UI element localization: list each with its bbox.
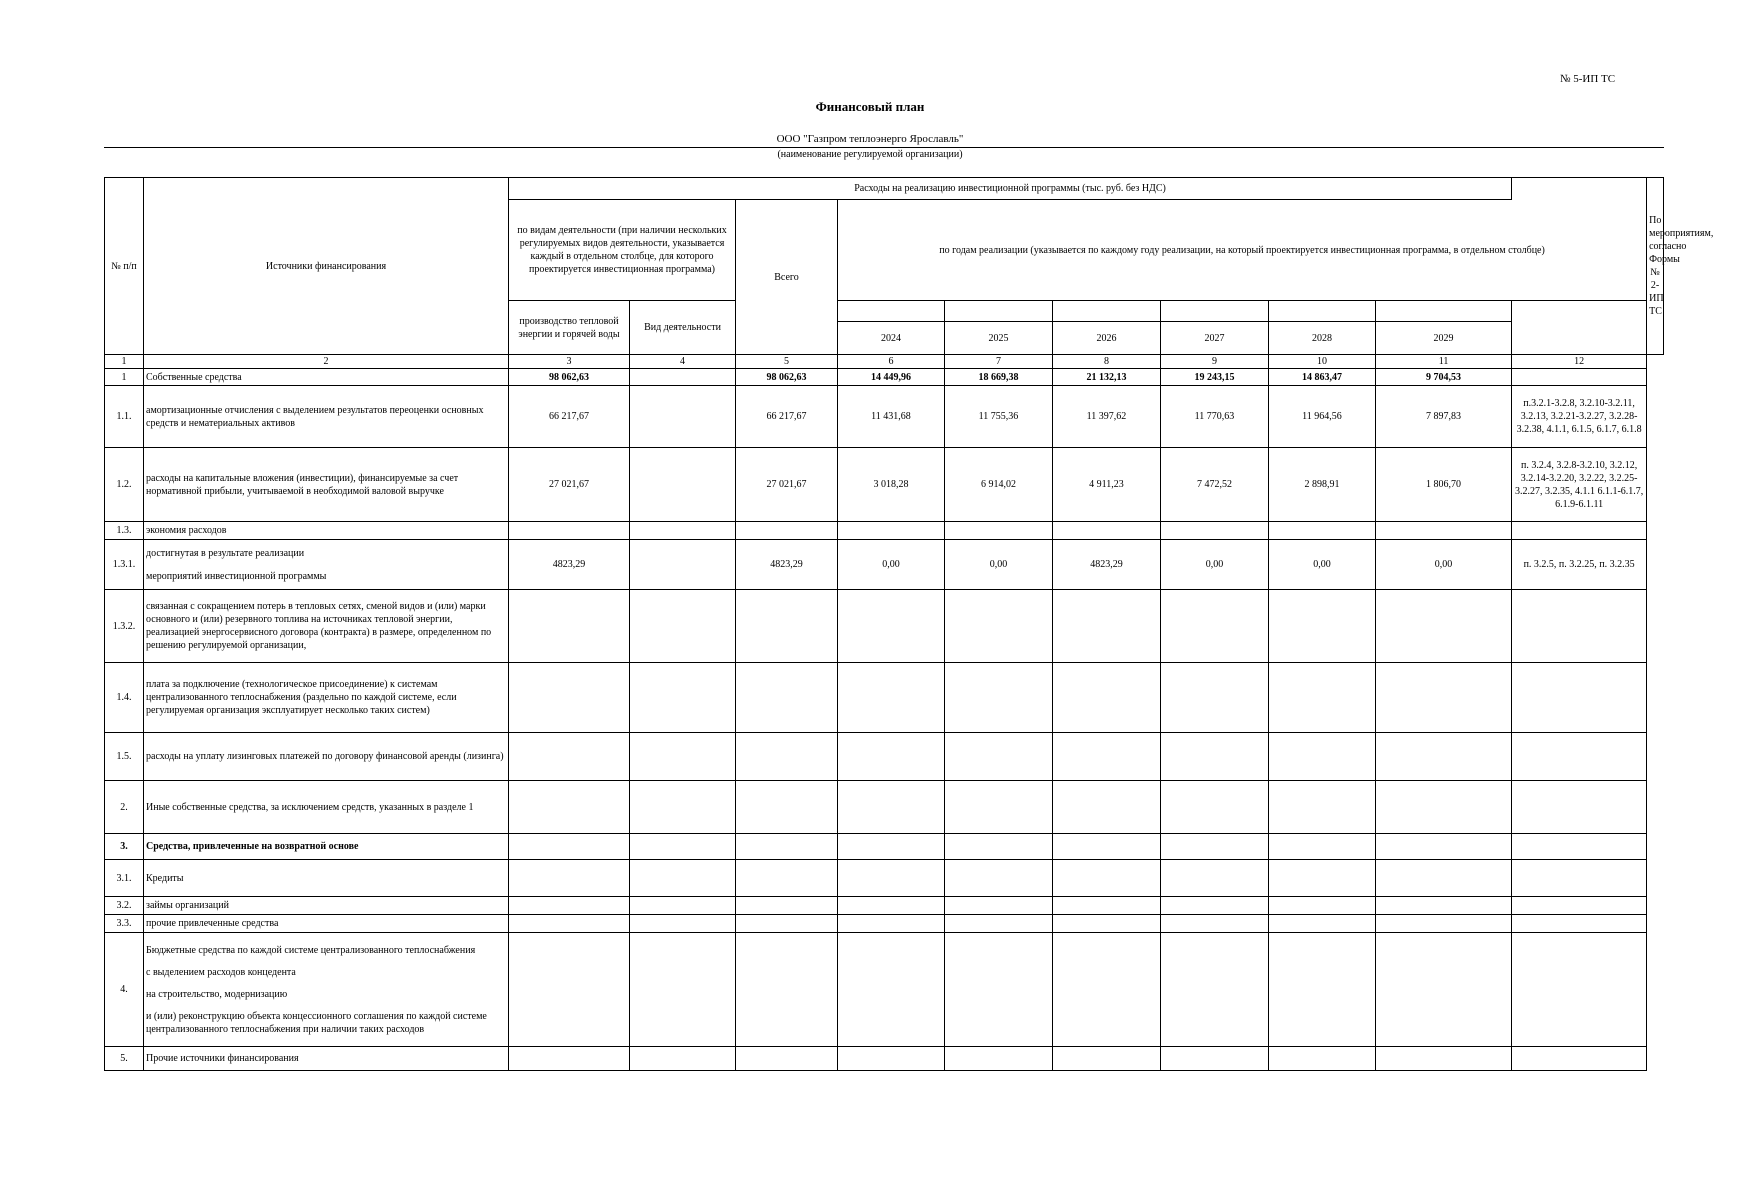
- table-row: [105, 733, 1664, 781]
- cell-year-2028: [1269, 590, 1376, 663]
- cell-year-2027: [1161, 590, 1269, 663]
- row-source-line: с выделением расходов концедента: [146, 966, 296, 978]
- row-number: 3.1.: [105, 860, 144, 897]
- col-number: 3: [509, 355, 630, 369]
- row-source-name: займы организаций: [144, 897, 509, 915]
- cell-year-2027: [1161, 933, 1269, 1047]
- organization-name: ООО "Газпром теплоэнерго Ярославль": [776, 133, 964, 145]
- col-number: 5: [736, 355, 838, 369]
- col-number: 7: [945, 355, 1053, 369]
- cell-year-2028: [1269, 522, 1376, 540]
- header-year-2027: 2027: [1161, 322, 1269, 355]
- cell-heat: 27 021,67: [509, 448, 630, 522]
- cell-year-2029: [1376, 733, 1512, 781]
- cell-year-2029: 1 806,70: [1376, 448, 1512, 522]
- cell-year-2029: [1376, 933, 1512, 1047]
- cell-activityear-: [630, 897, 736, 915]
- row-source-line: и (или) реконструкцию объекта концессионного соглашения по каждой системе централизованного теплоснабжения при наличии таких расходов: [146, 1010, 487, 1035]
- cell-year-2026: [1053, 1047, 1161, 1071]
- cell-measures: [1512, 369, 1647, 386]
- cell-total: 66 217,67: [736, 386, 838, 448]
- cell-year-2027: [1161, 834, 1269, 860]
- cell-year-2029: [1376, 663, 1512, 733]
- cell-year-2025: [945, 860, 1053, 897]
- cell-year-2027: [1161, 1047, 1269, 1071]
- table-row: [105, 590, 1664, 663]
- table-row: [105, 897, 1664, 915]
- cell-total: [736, 733, 838, 781]
- row-number: 3.3.: [105, 915, 144, 933]
- cell-year-2028: [1269, 781, 1376, 834]
- row-source-name: Собственные средства: [144, 369, 509, 386]
- cell-year-2027: [1161, 733, 1269, 781]
- cell-measures: [1512, 522, 1647, 540]
- cell-year-2025: 11 755,36: [945, 386, 1053, 448]
- row-source-name: прочие привлеченные средства: [144, 915, 509, 933]
- cell-year-2029: 7 897,83: [1376, 386, 1512, 448]
- cell-year-2025: [945, 733, 1053, 781]
- cell-heat: 4823,29: [509, 540, 630, 590]
- header-total: Всего: [736, 200, 838, 355]
- cell-year-2027: 11 770,63: [1161, 386, 1269, 448]
- cell-year-2029: [1376, 897, 1512, 915]
- cell-year-2029: [1376, 1047, 1512, 1071]
- organization-caption: (наименование регулируемой организации): [777, 149, 963, 160]
- cell-year-2024: [838, 522, 945, 540]
- financial-plan-table: [104, 177, 1714, 1071]
- row-number: 1.4.: [105, 663, 144, 733]
- cell-total: [736, 663, 838, 733]
- cell-activityear-: [630, 590, 736, 663]
- cell-year-2025: [945, 781, 1053, 834]
- table-row: [105, 781, 1664, 834]
- cell-activityear-: [630, 448, 736, 522]
- header-year-gap: [838, 301, 945, 322]
- table-row: [105, 522, 1664, 540]
- header-spacer: [1512, 178, 1647, 200]
- row-source-line: на строительство, модернизацию: [146, 988, 288, 1000]
- header-by-measures: По мероприятиям, согласно Формы № 2-ИП ТС: [1647, 178, 1664, 355]
- cell-year-2024: [838, 663, 945, 733]
- header-activity-type: Вид деятельности: [630, 301, 736, 355]
- page-title: Финансовый план: [815, 99, 925, 114]
- col-number: 6: [838, 355, 945, 369]
- cell-measures: [1512, 590, 1647, 663]
- row-number: 4.: [105, 933, 144, 1047]
- cell-year-2024: [838, 781, 945, 834]
- cell-year-2028: [1269, 834, 1376, 860]
- cell-measures: [1512, 834, 1647, 860]
- cell-year-2027: [1161, 897, 1269, 915]
- row-source-line: мероприятий инвестиционной программы: [146, 570, 327, 582]
- cell-year-2025: [945, 897, 1053, 915]
- cell-activityear-: [630, 540, 736, 590]
- row-source-name: экономия расходов: [144, 522, 509, 540]
- row-number: 2.: [105, 781, 144, 834]
- col-number: 10: [1269, 355, 1376, 369]
- row-source-name: Иные собственные средства, за исключением средств, указанных в разделе 1: [144, 781, 509, 834]
- cell-year-2025: [945, 1047, 1053, 1071]
- row-source-name: расходы на уплату лизинговых платежей по договору финансовой аренды (лизинга): [144, 733, 509, 781]
- cell-year-2025: [945, 933, 1053, 1047]
- cell-activityear-: [630, 915, 736, 933]
- cell-heat: 98 062,63: [509, 369, 630, 386]
- cell-year-2024: [838, 834, 945, 860]
- cell-year-2024: [838, 915, 945, 933]
- cell-year-2025: [945, 522, 1053, 540]
- cell-year-2025: [945, 663, 1053, 733]
- cell-year-2028: [1269, 933, 1376, 1047]
- cell-year-2026: 21 132,13: [1053, 369, 1161, 386]
- cell-heat: [509, 733, 630, 781]
- cell-year-2024: [838, 897, 945, 915]
- table-row: [105, 933, 1664, 1047]
- row-source-name: Прочие источники финансирования: [144, 1047, 509, 1071]
- cell-measures: [1512, 933, 1647, 1047]
- cell-heat: [509, 781, 630, 834]
- cell-total: [736, 1047, 838, 1071]
- cell-year-2024: [838, 590, 945, 663]
- row-number: 1.5.: [105, 733, 144, 781]
- cell-total: [736, 897, 838, 915]
- cell-year-2026: [1053, 590, 1161, 663]
- row-source-name: связанная с сокращением потерь в тепловых сетях, сменой видов и (или) марки основного и (или) резервного топлива на источниках тепловой энергии, реализацией энергосервисного договора (контракта) в размере, определенном по решению регулируемой организации,: [144, 590, 509, 663]
- cell-year-2026: [1053, 834, 1161, 860]
- cell-year-2027: [1161, 522, 1269, 540]
- cell-year-2028: 11 964,56: [1269, 386, 1376, 448]
- cell-activityear-: [630, 733, 736, 781]
- row-source-line: достигнутая в результате реализации: [146, 547, 305, 559]
- table-row: [105, 834, 1664, 860]
- header-expenses: Расходы на реализацию инвестиционной программы (тыс. руб. без НДС): [509, 178, 1512, 200]
- cell-year-2027: [1161, 860, 1269, 897]
- header-year-2025: 2025: [945, 322, 1053, 355]
- header-year-gap: [1053, 301, 1161, 322]
- cell-year-2024: [838, 1047, 945, 1071]
- form-number: № 5-ИП ТС: [1560, 73, 1616, 85]
- header-year-2026: 2026: [1053, 322, 1161, 355]
- table-row: [105, 369, 1664, 386]
- cell-heat: [509, 834, 630, 860]
- cell-year-2026: 11 397,62: [1053, 386, 1161, 448]
- header-year-gap: [1161, 301, 1269, 322]
- cell-total: 98 062,63: [736, 369, 838, 386]
- table-row: [105, 915, 1664, 933]
- col-number: 9: [1161, 355, 1269, 369]
- cell-total: [736, 522, 838, 540]
- header-year-2028: 2028: [1269, 322, 1376, 355]
- row-number: 1.3.: [105, 522, 144, 540]
- header-source: Источники финансирования: [144, 178, 509, 355]
- cell-year-2026: [1053, 733, 1161, 781]
- cell-year-2028: [1269, 1047, 1376, 1071]
- cell-year-2028: 2 898,91: [1269, 448, 1376, 522]
- cell-heat: [509, 860, 630, 897]
- cell-measures: [1512, 915, 1647, 933]
- col-number: 8: [1053, 355, 1161, 369]
- row-source-name: расходы на капитальные вложения (инвестиции), финансируемые за счет нормативной прибыли, учитываемой в необходимой валовой выручке: [144, 448, 509, 522]
- cell-total: [736, 834, 838, 860]
- cell-year-2027: [1161, 781, 1269, 834]
- cell-year-2028: [1269, 915, 1376, 933]
- cell-year-2024: 11 431,68: [838, 386, 945, 448]
- header-year-gap: [1376, 301, 1512, 322]
- cell-heat: [509, 590, 630, 663]
- header-year-2024: 2024: [838, 322, 945, 355]
- cell-total: 27 021,67: [736, 448, 838, 522]
- row-number: 1.3.1.: [105, 540, 144, 590]
- row-number: 1.1.: [105, 386, 144, 448]
- cell-year-2029: [1376, 860, 1512, 897]
- cell-year-2026: [1053, 781, 1161, 834]
- cell-year-2025: 0,00: [945, 540, 1053, 590]
- col-number: 2: [144, 355, 509, 369]
- header-year-2029: 2029: [1376, 322, 1512, 355]
- organization-underline: [104, 147, 1664, 148]
- cell-heat: [509, 522, 630, 540]
- cell-year-2027: [1161, 663, 1269, 733]
- cell-year-2025: 18 669,38: [945, 369, 1053, 386]
- cell-year-2024: 3 018,28: [838, 448, 945, 522]
- header-by-activity: по видам деятельности (при наличии нескольких регулируемых видов деятельности, указывается каждый в отдельном столбце, для которого проектируется инвестиционная программа): [509, 200, 736, 301]
- row-number: 1.2.: [105, 448, 144, 522]
- table-row: [105, 540, 1664, 590]
- cell-heat: [509, 897, 630, 915]
- cell-year-2026: 4823,29: [1053, 540, 1161, 590]
- cell-measures: [1512, 897, 1647, 915]
- cell-total: [736, 781, 838, 834]
- cell-measures: п. 3.2.5, п. 3.2.25, п. 3.2.35: [1512, 540, 1647, 590]
- cell-year-2029: 9 704,53: [1376, 369, 1512, 386]
- cell-year-2024: 14 449,96: [838, 369, 945, 386]
- row-source-name: [144, 540, 509, 590]
- cell-total: [736, 860, 838, 897]
- row-number: 3.2.: [105, 897, 144, 915]
- table-row: [105, 448, 1664, 522]
- cell-year-2028: [1269, 663, 1376, 733]
- cell-year-2026: [1053, 933, 1161, 1047]
- row-source-name: плата за подключение (технологическое присоединение) к системам централизованного теплоснабжения (раздельно по каждой системе, если регулируемая организация эксплуатирует несколько таких систем): [144, 663, 509, 733]
- cell-activityear-: [630, 1047, 736, 1071]
- cell-year-2028: 0,00: [1269, 540, 1376, 590]
- cell-year-2028: 14 863,47: [1269, 369, 1376, 386]
- cell-year-2026: [1053, 897, 1161, 915]
- cell-year-2024: [838, 860, 945, 897]
- cell-heat: [509, 915, 630, 933]
- header-year-gap: [945, 301, 1053, 322]
- cell-activityear-: [630, 369, 736, 386]
- col-number: 1: [105, 355, 144, 369]
- cell-activityear-: [630, 663, 736, 733]
- cell-total: [736, 590, 838, 663]
- row-number: 3.: [105, 834, 144, 860]
- cell-activityear-: [630, 933, 736, 1047]
- cell-heat: [509, 1047, 630, 1071]
- cell-year-2024: [838, 933, 945, 1047]
- cell-year-2027: 7 472,52: [1161, 448, 1269, 522]
- row-number: 5.: [105, 1047, 144, 1071]
- table-row: [105, 386, 1664, 448]
- cell-year-2029: [1376, 522, 1512, 540]
- cell-year-2029: [1376, 915, 1512, 933]
- cell-activityear-: [630, 781, 736, 834]
- cell-year-2027: 0,00: [1161, 540, 1269, 590]
- cell-activityear-: [630, 834, 736, 860]
- cell-measures: [1512, 1047, 1647, 1071]
- cell-measures: [1512, 733, 1647, 781]
- row-source-name: амортизационные отчисления с выделением результатов переоценки основных средств и нематериальных активов: [144, 386, 509, 448]
- cell-year-2024: [838, 733, 945, 781]
- row-source-name: Кредиты: [144, 860, 509, 897]
- table-row: [105, 1047, 1664, 1071]
- cell-activityear-: [630, 386, 736, 448]
- row-source-name: [144, 933, 509, 1047]
- cell-measures: [1512, 860, 1647, 897]
- cell-year-2027: 19 243,15: [1161, 369, 1269, 386]
- cell-measures: п. 3.2.4, 3.2.8-3.2.10, 3.2.12, 3.2.14-3.2.20, 3.2.22, 3.2.25-3.2.27, 3.2.35, 4.1.1 6.1.1-6.1.7, 6.1.9-6.1.11: [1512, 448, 1647, 522]
- header-year-gap: [1269, 301, 1376, 322]
- cell-measures: п.3.2.1-3.2.8, 3.2.10-3.2.11, 3.2.13, 3.2.21-3.2.27, 3.2.28-3.2.38, 4.1.1, 6.1.5, 6.1.7, 6.1.8: [1512, 386, 1647, 448]
- cell-year-2029: [1376, 834, 1512, 860]
- cell-heat: [509, 933, 630, 1047]
- cell-heat: [509, 663, 630, 733]
- cell-year-2026: [1053, 522, 1161, 540]
- cell-measures: [1512, 781, 1647, 834]
- cell-year-2027: [1161, 915, 1269, 933]
- cell-activityear-: [630, 860, 736, 897]
- cell-total: 4823,29: [736, 540, 838, 590]
- cell-year-2026: [1053, 915, 1161, 933]
- col-number: 11: [1376, 355, 1512, 369]
- cell-year-2024: 0,00: [838, 540, 945, 590]
- row-number: 1.3.2.: [105, 590, 144, 663]
- cell-year-2028: [1269, 860, 1376, 897]
- col-number: 12: [1512, 355, 1647, 369]
- cell-year-2029: [1376, 590, 1512, 663]
- cell-year-2025: 6 914,02: [945, 448, 1053, 522]
- table-row: [105, 663, 1664, 733]
- cell-year-2028: [1269, 897, 1376, 915]
- header-by-years: по годам реализации (указывается по каждому году реализации, на который проектируется инвестиционная программа, в отдельном столбце): [838, 200, 1647, 301]
- cell-activityear-: [630, 522, 736, 540]
- table-row: [105, 860, 1664, 897]
- cell-year-2029: [1376, 781, 1512, 834]
- header-activity-heat: производство тепловой энергии и горячей воды: [509, 301, 630, 355]
- cell-year-2025: [945, 834, 1053, 860]
- column-number-row: [105, 355, 1664, 369]
- row-source-name: Средства, привлеченные на возвратной основе: [144, 834, 509, 860]
- cell-year-2026: [1053, 663, 1161, 733]
- cell-year-2025: [945, 590, 1053, 663]
- cell-year-2026: 4 911,23: [1053, 448, 1161, 522]
- col-number: 4: [630, 355, 736, 369]
- cell-total: [736, 915, 838, 933]
- cell-total: [736, 933, 838, 1047]
- cell-year-2025: [945, 915, 1053, 933]
- row-number: 1: [105, 369, 144, 386]
- cell-heat: 66 217,67: [509, 386, 630, 448]
- cell-measures: [1512, 663, 1647, 733]
- cell-year-2029: 0,00: [1376, 540, 1512, 590]
- cell-year-2026: [1053, 860, 1161, 897]
- cell-year-2028: [1269, 733, 1376, 781]
- row-source-line: Бюджетные средства по каждой системе централизованного теплоснабжения: [146, 944, 476, 956]
- header-num: № п/п: [105, 178, 144, 355]
